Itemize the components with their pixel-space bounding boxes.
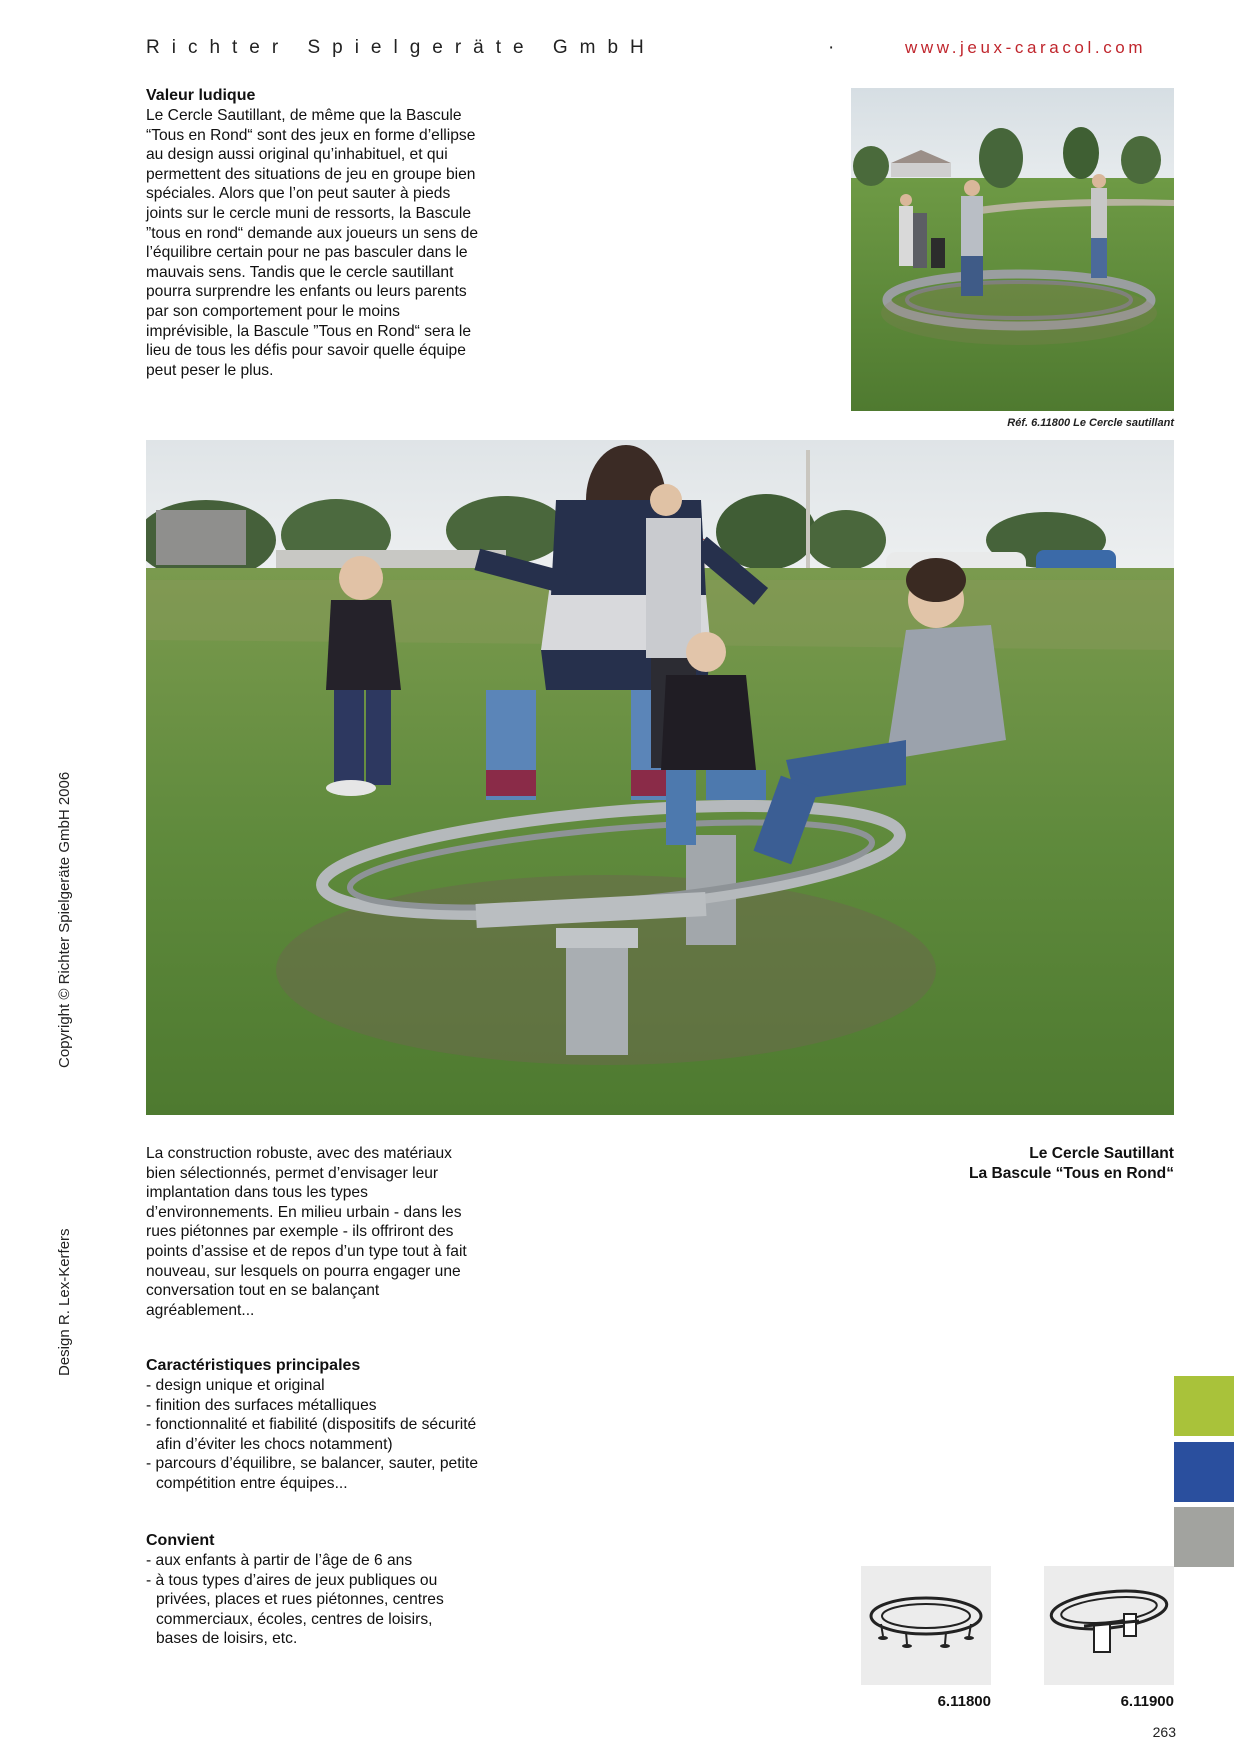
photo-top-caption: Réf. 6.11800 Le Cercle sautillant: [1007, 417, 1174, 429]
header-separator: ·: [828, 37, 835, 58]
website-link[interactable]: www.jeux-caracol.com: [905, 38, 1147, 57]
thumbnail-6-11800: [861, 1566, 991, 1685]
color-swatch-grey: [1174, 1507, 1234, 1567]
suitable-list: [146, 1551, 478, 1649]
product-code-6-11900: 6.11900: [1120, 1693, 1174, 1710]
suitable-section: [146, 1531, 478, 1649]
list-item: - à tous types d’aires de jeux publiques ou privées, places et rues piétonnes, centres commerciaux, écoles, centres de loisirs, bases de loisirs, etc.: [146, 1571, 444, 1648]
features-heading: Caractéristiques principales: [146, 1357, 361, 1374]
intro-text: Le Cercle Sautillant, de même que la Bascule “Tous en Rond“ sont des jeux en forme d’ellipse au design aussi original qu’inhabituel, et qui permettent des situations de jeu en groupe bien spéciales. Alors que l’on peut sauter à pieds joints sur le cercle muni de ressorts, la Bascule ”tous en rond“ demande aux joueurs un sens de l’équilibre certain pour ne pas basculer dans le mauvais sens. Tandis que le cercle sautillant pourra surprendre les enfants ou leurs parents par son comportement pour le moins imprévisible, la Bascule ”Tous en Rond“ sera le lieu de tous les défis pour savoir quelle équipe peut peser le plus.: [146, 107, 479, 379]
construction-text: La construction robuste, avec des matériaux bien sélectionnés, permet d’envisager leur implantation dans tous les types d’environnements. En milieu urbain - dans les rues piétonnes par exemple - ils offriront des points d’assise et de repos d’un type tout à fait nouveau, sur lesquels on pourra engager une conversation tout en se balançant agréablement...: [146, 1145, 467, 1319]
color-swatch-blue: [1174, 1442, 1234, 1502]
ring-diagram-icon: [861, 1566, 991, 1685]
page-number: 263: [1152, 1724, 1176, 1740]
list-item: - aux enfants à partir de l’âge de 6 ans: [146, 1552, 413, 1569]
list-item: - parcours d’équilibre, se balancer, sauter, petite compétition entre équipes...: [146, 1455, 478, 1492]
list-item: - fonctionnalité et fiabilité (dispositifs de sécurité afin d’éviter les chocs notamment): [146, 1416, 477, 1453]
product-code-6-11800: 6.11800: [937, 1693, 991, 1710]
intro-heading: Valeur ludique: [146, 87, 256, 104]
photo-cercle-sautillant: [851, 88, 1174, 411]
construction-section: [146, 1144, 478, 1320]
company-name: Richter Spielgeräte GmbH: [146, 37, 656, 58]
photo-cercle-sautillant-image: [851, 88, 1174, 411]
list-item: - design unique et original: [146, 1377, 325, 1394]
features-section: [146, 1356, 478, 1494]
thumbnail-6-11900: [1044, 1566, 1174, 1685]
product-title: [851, 1144, 1174, 1184]
product-title-line-1: Le Cercle Sautillant: [1029, 1145, 1174, 1162]
suitable-heading: Convient: [146, 1532, 215, 1549]
intro-section: [146, 86, 478, 380]
features-list: [146, 1376, 478, 1494]
seesaw-diagram-icon: [1044, 1566, 1174, 1685]
photo-bascule-tous-en-rond: [146, 440, 1174, 1115]
product-title-line-2: La Bascule “Tous en Rond“: [968, 1165, 1174, 1182]
list-item: - finition des surfaces métalliques: [146, 1396, 377, 1414]
color-swatch-green: [1174, 1376, 1234, 1436]
designer-credit: Design R. Lex-Kerfers: [56, 1228, 73, 1376]
photo-bascule-image: [146, 440, 1174, 1115]
copyright-notice: Copyright © Richter Spielgeräte GmbH 2006: [56, 771, 73, 1068]
